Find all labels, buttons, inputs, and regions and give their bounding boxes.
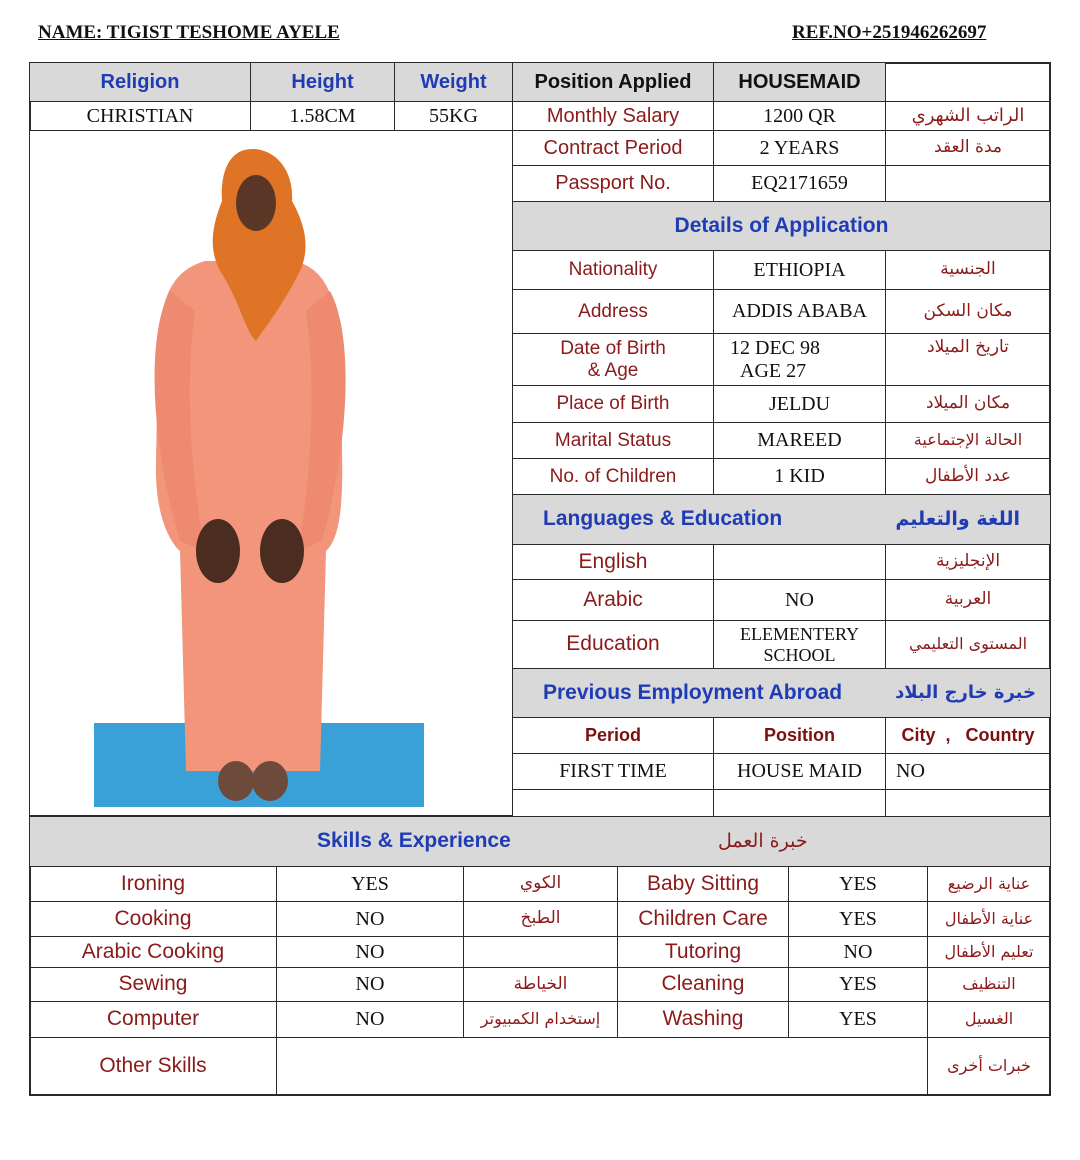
employment-empty-cell-1 xyxy=(512,789,714,817)
address-label: Address xyxy=(512,289,714,334)
employment-section-title xyxy=(512,668,1051,718)
skill-sewing-ar: الخياطة xyxy=(463,967,618,1002)
skill-cooking-ar: الطبخ xyxy=(463,901,618,937)
right-foot xyxy=(252,761,288,801)
nationality-value: ETHIOPIA xyxy=(713,250,886,290)
age-value: AGE 27 xyxy=(740,359,807,382)
arabic-ar: العربية xyxy=(885,579,1051,621)
position-applied-value: HOUSEMAID xyxy=(713,62,886,102)
reference-number: REF.NO+251946262697 xyxy=(792,22,987,43)
contract-period-ar: مدة العقد xyxy=(885,130,1051,166)
applicant-name: NAME: TIGIST TESHOME AYELE xyxy=(38,22,340,43)
skill-computer-ar: إستخدام الكمبيوتر xyxy=(463,1001,618,1038)
city-country-column-header: City , Country xyxy=(885,717,1051,754)
children-ar: عدد الأطفال xyxy=(885,458,1051,495)
dob-ar: تاريخ الميلاد xyxy=(885,333,1051,386)
marital-status-value: MAREED xyxy=(713,422,886,459)
education-ar: المستوى التعليمي xyxy=(885,620,1051,669)
employment-title: Previous Employment Abroad xyxy=(543,680,843,704)
skill-computer-value: NO xyxy=(276,1001,464,1038)
skill-computer-label: Computer xyxy=(29,1001,277,1038)
skill-ironing-ar: الكوي xyxy=(463,866,618,902)
face xyxy=(236,175,276,231)
nationality-ar: الجنسية xyxy=(885,250,1051,290)
languages-title: Languages & Education xyxy=(543,507,783,531)
skill-cooking-value: NO xyxy=(276,901,464,937)
period-column-header: Period xyxy=(512,717,714,754)
arabic-label: Arabic xyxy=(512,579,714,621)
place-of-birth-value: JELDU xyxy=(713,385,886,423)
skills-title: Skills & Experience xyxy=(317,829,511,853)
other-skills-ar: خبرات أخرى xyxy=(927,1037,1051,1096)
skill-washing-label: Washing xyxy=(617,1001,789,1038)
contract-period-label: Contract Period xyxy=(512,130,714,166)
height-value: 1.58CM xyxy=(250,101,395,131)
education-value: ELEMENTERY xyxy=(740,623,859,644)
skill-tutoring-ar: تعليم الأطفال xyxy=(927,936,1051,968)
employment-empty-cell-3 xyxy=(885,789,1051,817)
education-label: Education xyxy=(512,620,714,669)
skill-ironing-value: YES xyxy=(276,866,464,902)
languages-title-ar: اللغة والتعليم xyxy=(895,507,1020,530)
children-label: No. of Children xyxy=(512,458,714,495)
arabic-value: NO xyxy=(713,579,886,621)
skill-cleaning-ar: التنظيف xyxy=(927,967,1051,1002)
monthly-salary-ar: الراتب الشهري xyxy=(885,101,1051,131)
skill-ironing-label: Ironing xyxy=(29,866,277,902)
skill-children-care-label: Children Care xyxy=(617,901,789,937)
address-value: ADDIS ABABA xyxy=(713,289,886,334)
skills-section-title xyxy=(29,816,1051,867)
skill-cooking-label: Cooking xyxy=(29,901,277,937)
weight-label: Weight xyxy=(394,62,513,102)
children-value: 1 KID xyxy=(713,458,886,495)
monthly-salary-label: Monthly Salary xyxy=(512,101,714,131)
left-foot xyxy=(218,761,254,801)
skill-arabic-cooking-label: Arabic Cooking xyxy=(29,936,277,968)
skills-title-ar: خبرة العمل xyxy=(718,829,808,852)
details-section-title: Details of Application xyxy=(512,201,1051,251)
nationality-label: Nationality xyxy=(512,250,714,290)
english-value xyxy=(713,544,886,580)
skill-tutoring-value: NO xyxy=(788,936,928,968)
age-label: & Age xyxy=(587,359,639,381)
employment-position-value: HOUSE MAID xyxy=(713,753,886,790)
skill-cleaning-value: YES xyxy=(788,967,928,1002)
dob-value: 12 DEC 98 xyxy=(730,336,820,359)
other-skills-label: Other Skills xyxy=(29,1037,277,1096)
contract-period-value: 2 YEARS xyxy=(713,130,886,166)
skill-baby-sitting-ar: عناية الرضيع xyxy=(927,866,1051,902)
marital-status-ar: الحالة الإجتماعية xyxy=(885,422,1051,459)
languages-section-title xyxy=(512,494,1051,545)
skill-baby-sitting-label: Baby Sitting xyxy=(617,866,789,902)
employment-city-value: NO xyxy=(885,753,1051,790)
position-applied-label: Position Applied xyxy=(512,62,714,102)
skill-arabic-cooking-ar xyxy=(463,936,618,968)
passport-value: EQ2171659 xyxy=(713,165,886,202)
religion-value: CHRISTIAN xyxy=(29,101,251,131)
applicant-photo-icon xyxy=(30,131,513,816)
employment-empty-cell-2 xyxy=(713,789,886,817)
place-of-birth-label: Place of Birth xyxy=(512,385,714,423)
english-label: English xyxy=(512,544,714,580)
skill-children-care-value: YES xyxy=(788,901,928,937)
dob-label: Date of Birth xyxy=(560,337,666,359)
dob-value-cell xyxy=(713,333,886,386)
photo-cell xyxy=(29,130,513,816)
employment-period-value: FIRST TIME xyxy=(512,753,714,790)
left-hand xyxy=(196,519,240,583)
skill-washing-value: YES xyxy=(788,1001,928,1038)
education-value-2: SCHOOL xyxy=(763,644,836,665)
skill-tutoring-label: Tutoring xyxy=(617,936,789,968)
religion-label: Religion xyxy=(29,62,251,102)
weight-value: 55KG xyxy=(394,101,513,131)
skill-sewing-value: NO xyxy=(276,967,464,1002)
position-column-header: Position xyxy=(713,717,886,754)
dob-label-cell xyxy=(512,333,714,386)
skill-washing-ar: الغسيل xyxy=(927,1001,1051,1038)
passport-ar-cell xyxy=(885,165,1051,202)
passport-label: Passport No. xyxy=(512,165,714,202)
education-value-cell xyxy=(713,620,886,669)
other-skills-value xyxy=(276,1037,928,1096)
marital-status-label: Marital Status xyxy=(512,422,714,459)
position-applied-ar-cell xyxy=(885,62,1051,102)
employment-title-ar: خبرة خارج البلاد xyxy=(895,681,1036,703)
place-of-birth-ar: مكان الميلاد xyxy=(885,385,1051,423)
skill-baby-sitting-value: YES xyxy=(788,866,928,902)
right-hand xyxy=(260,519,304,583)
english-ar: الإنجليزية xyxy=(885,544,1051,580)
skill-arabic-cooking-value: NO xyxy=(276,936,464,968)
height-label: Height xyxy=(250,62,395,102)
skill-sewing-label: Sewing xyxy=(29,967,277,1002)
address-ar: مكان السكن xyxy=(885,289,1051,334)
skill-cleaning-label: Cleaning xyxy=(617,967,789,1002)
skill-children-care-ar: عناية الأطفال xyxy=(927,901,1051,937)
monthly-salary-value: 1200 QR xyxy=(713,101,886,131)
